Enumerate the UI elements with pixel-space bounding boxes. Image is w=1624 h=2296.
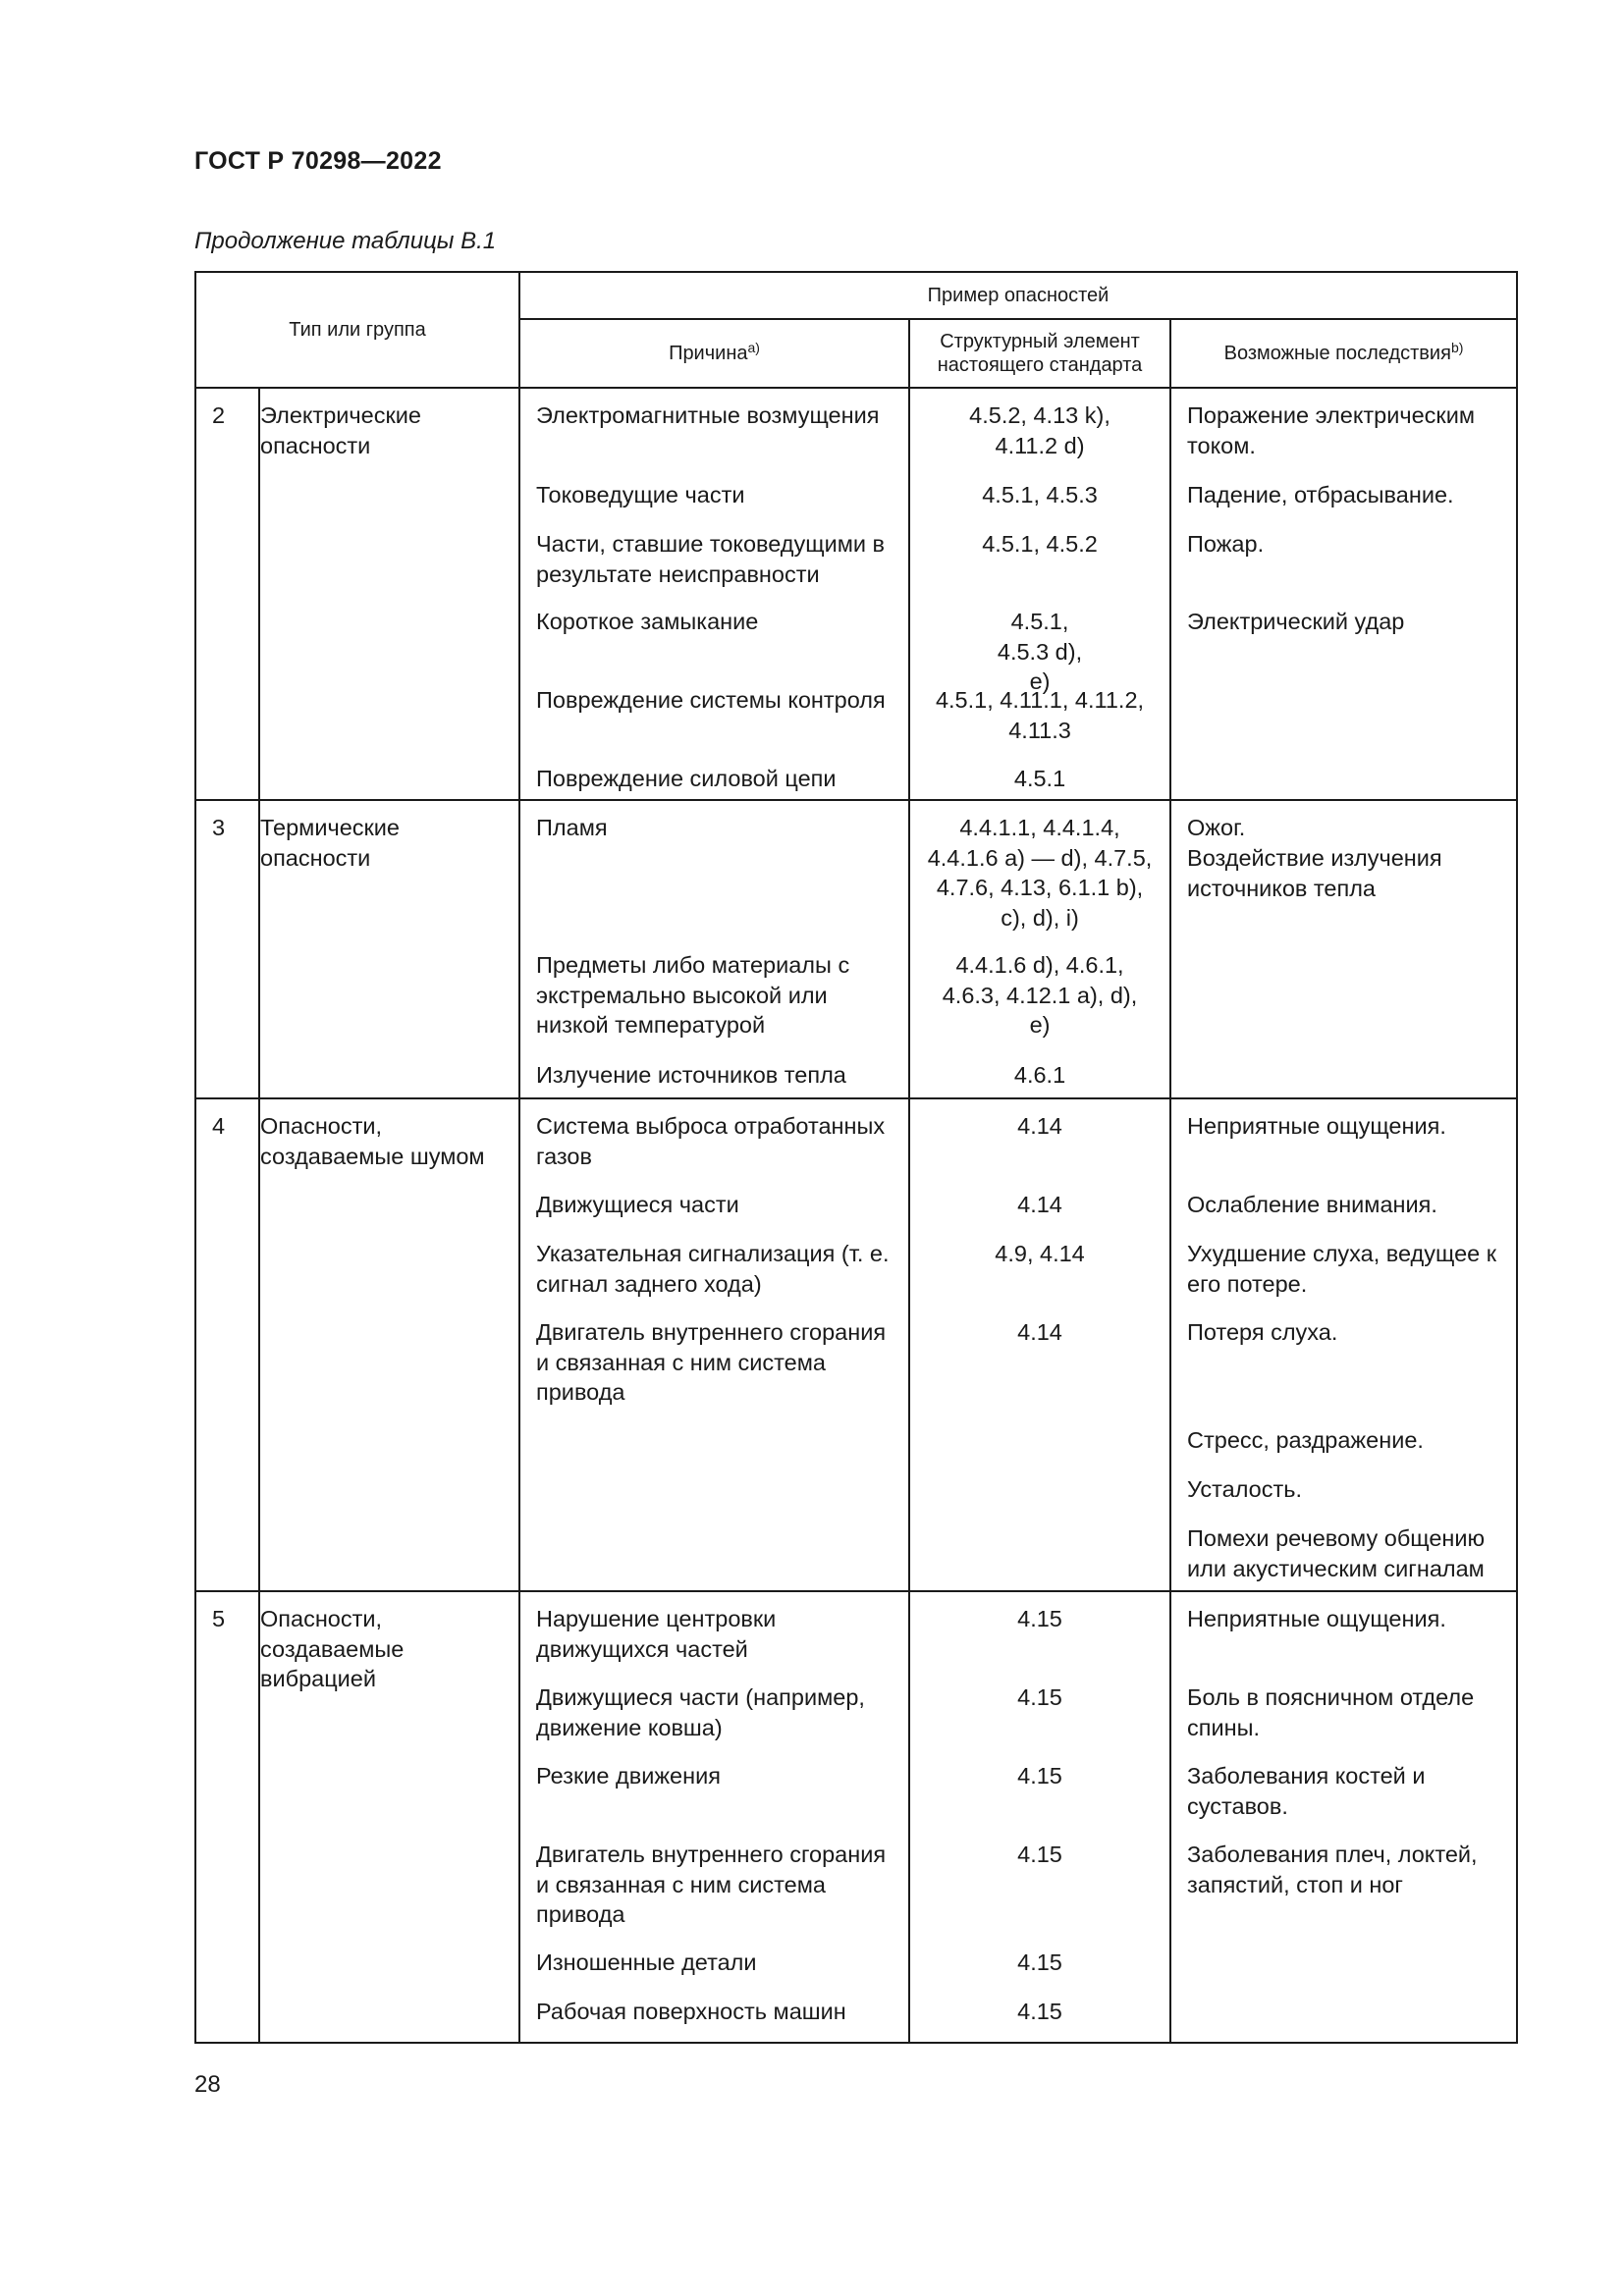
- table-row: [195, 388, 1517, 800]
- cause-item: Излучение источников тепла: [536, 1062, 846, 1088]
- consequence-cell: [1170, 388, 1517, 800]
- reference-item: 4.5.1, 4.5.3: [982, 482, 1098, 507]
- cause-item: Двигатель внутреннего сгорания и связанная с ним система привода: [536, 1842, 887, 1927]
- reference-item: 4.14: [1017, 1113, 1062, 1139]
- cause-item: Повреждение системы контроля: [536, 687, 886, 713]
- reference-cell: [909, 800, 1170, 1098]
- consequence-item: Заболевания плеч, локтей, запястий, стоп и ног: [1187, 1842, 1478, 1897]
- header-cause-footnote: a): [747, 340, 760, 355]
- cause-item: Электромагнитные возмущения: [536, 402, 880, 428]
- header-consequences-footnote: b): [1450, 340, 1464, 355]
- consequence-item: Ухудшение слуха, ведущее к его потере.: [1187, 1241, 1497, 1297]
- reference-item: 4.5.1: [1013, 766, 1066, 791]
- reference-item: 4.15: [1017, 1999, 1062, 2024]
- reference-item: 4.15: [1017, 1763, 1062, 1789]
- group-name: Электрические опасности: [259, 388, 519, 800]
- document-code: ГОСТ Р 70298—2022: [194, 147, 442, 175]
- header-consequences-label: Возможные последствия: [1223, 343, 1451, 364]
- cause-item: Нарушение центровки движущихся частей: [536, 1606, 777, 1662]
- reference-cell: [909, 1098, 1170, 1591]
- consequence-cell: [1170, 800, 1517, 1098]
- reference-cell: [909, 388, 1170, 800]
- cause-item: Двигатель внутреннего сгорания и связанная с ним система привода: [536, 1319, 887, 1405]
- reference-item: 4.14: [1017, 1319, 1062, 1345]
- consequence-item: Помехи речевому общению или акустическим сигналам: [1187, 1525, 1486, 1581]
- consequence-item: Боль в поясничном отделе спины.: [1187, 1684, 1475, 1740]
- table-row: [195, 1591, 1517, 2043]
- group-name: Термические опасности: [259, 800, 519, 1098]
- consequence-item: Ожог.: [1187, 815, 1246, 840]
- cause-cell: [519, 800, 909, 1098]
- consequence-cell: [1170, 1098, 1517, 1591]
- cause-item: Токоведущие части: [536, 482, 745, 507]
- cause-item: Предметы либо материалы с экстремально высокой или низкой температурой: [536, 952, 850, 1038]
- header-consequences: [1170, 319, 1517, 388]
- cause-item: Движущиеся части: [536, 1192, 739, 1217]
- reference-item: 4.5.2, 4.13 k), 4.11.2 d): [969, 402, 1110, 458]
- consequence-item: Ослабление внимания.: [1187, 1192, 1437, 1217]
- header-type-group: Тип или группа: [195, 272, 519, 388]
- consequence-item: Стресс, раздражение.: [1187, 1427, 1424, 1453]
- reference-item: 4.5.1, 4.5.3 d), e): [997, 609, 1083, 694]
- table-caption: Продолжение таблицы В.1: [194, 228, 497, 254]
- reference-item: 4.6.1: [1013, 1062, 1066, 1088]
- group-number: 2: [195, 388, 259, 800]
- reference-item: 4.4.1.6 d), 4.6.1, 4.6.3, 4.12.1 a), d), e): [942, 952, 1138, 1038]
- cause-item: Пламя: [536, 815, 608, 840]
- consequence-item: Усталость.: [1187, 1476, 1303, 1502]
- consequence-item: Неприятные ощущения.: [1187, 1606, 1446, 1631]
- cause-item: Система выброса отработанных газов: [536, 1113, 886, 1169]
- consequence-item: Падение, отбрасывание.: [1187, 482, 1454, 507]
- reference-item: 4.9, 4.14: [995, 1241, 1085, 1266]
- reference-item: 4.4.1.1, 4.4.1.4, 4.4.1.6 a) — d), 4.7.5, 4.7.6, 4.13, 6.1.1 b), c), d), i): [927, 815, 1153, 931]
- consequence-item: Поражение электрическим током.: [1187, 402, 1475, 458]
- cause-item: Рабочая поверхность машин: [536, 1999, 846, 2024]
- reference-item: 4.5.1, 4.5.2: [982, 531, 1098, 557]
- cause-item: Движущиеся части (например, движение ковша): [536, 1684, 865, 1740]
- reference-item: 4.15: [1017, 1606, 1062, 1631]
- consequence-item: Заболевания костей и суставов.: [1187, 1763, 1426, 1819]
- table-row: [195, 1098, 1517, 1591]
- reference-item: 4.15: [1017, 1842, 1062, 1867]
- cause-item: Короткое замыкание: [536, 609, 759, 634]
- group-name: Опасности, создаваемые шумом: [259, 1098, 519, 1591]
- hazard-table: [194, 271, 1518, 2044]
- header-structural-element: Структурный элемент настоящего стандарта: [909, 319, 1170, 388]
- header-cause: [519, 319, 909, 388]
- cause-item: Части, ставшие токоведущими в результате неисправности: [536, 531, 886, 587]
- header-cause-label: Причина: [669, 343, 748, 364]
- reference-item: 4.14: [1017, 1192, 1062, 1217]
- consequence-cell: [1170, 1591, 1517, 2043]
- cause-cell: [519, 1591, 909, 2043]
- group-number: 5: [195, 1591, 259, 2043]
- reference-item: 4.5.1, 4.11.1, 4.11.2, 4.11.3: [935, 687, 1145, 743]
- table-row: [195, 800, 1517, 1098]
- cause-item: Изношенные детали: [536, 1949, 757, 1975]
- consequence-item: Потеря слуха.: [1187, 1319, 1338, 1345]
- reference-item: 4.15: [1017, 1949, 1062, 1975]
- cause-cell: [519, 388, 909, 800]
- header-hazard-example: Пример опасностей: [519, 272, 1517, 319]
- cause-item: Указательная сигнализация (т. е. сигнал заднего хода): [536, 1241, 890, 1297]
- group-number: 3: [195, 800, 259, 1098]
- cause-item: Повреждение силовой цепи: [536, 766, 837, 791]
- reference-cell: [909, 1591, 1170, 2043]
- consequence-item: Воздействие излучения источников тепла: [1187, 845, 1442, 901]
- consequence-item: Неприятные ощущения.: [1187, 1113, 1446, 1139]
- cause-item: Резкие движения: [536, 1763, 721, 1789]
- cause-cell: [519, 1098, 909, 1591]
- consequence-item: Электрический удар: [1187, 609, 1405, 634]
- page-number: 28: [194, 2071, 221, 2098]
- group-name: Опасности, создаваемые вибрацией: [259, 1591, 519, 2043]
- consequence-item: Пожар.: [1187, 531, 1265, 557]
- reference-item: 4.15: [1017, 1684, 1062, 1710]
- group-number: 4: [195, 1098, 259, 1591]
